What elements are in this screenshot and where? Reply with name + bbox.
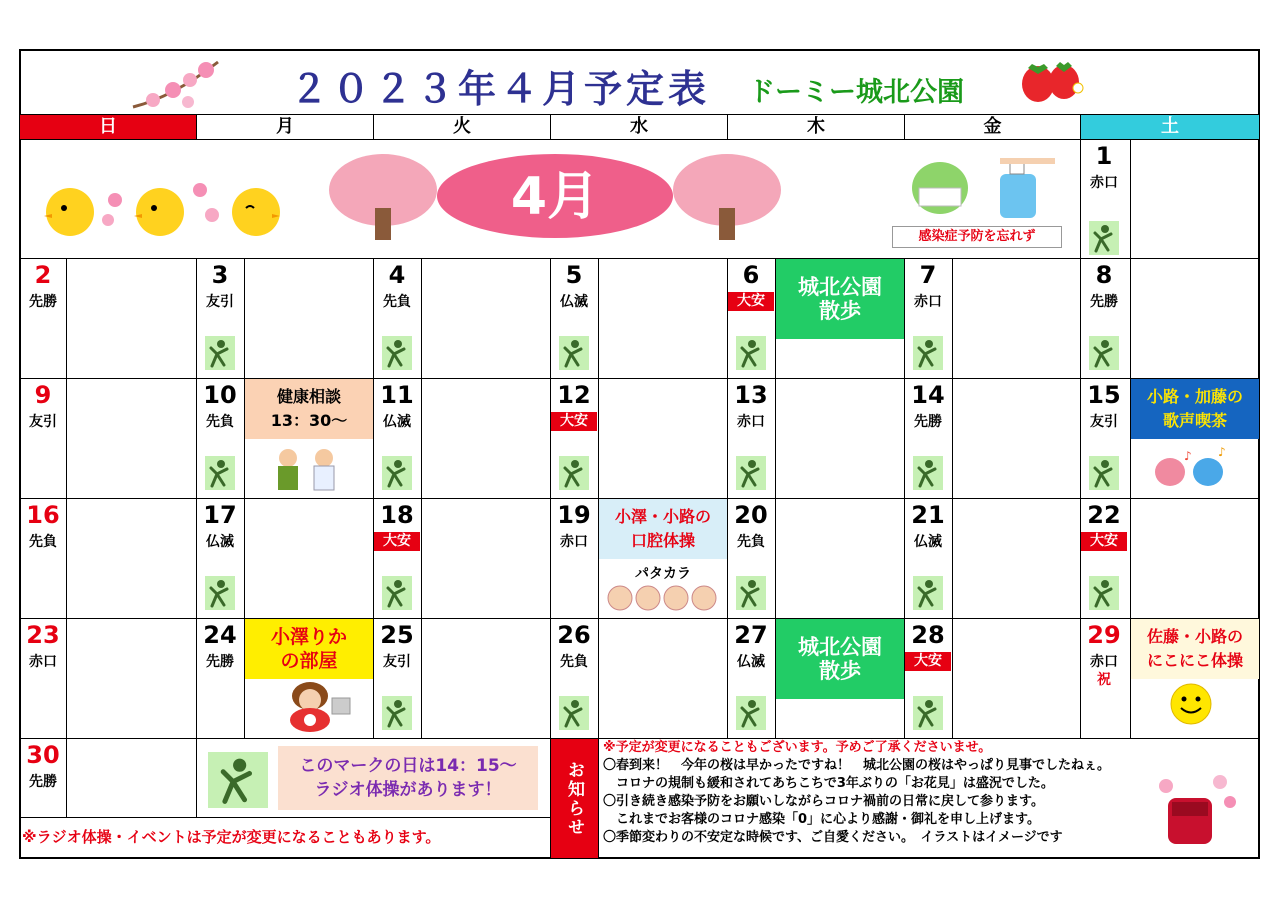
rokuyo-label: 赤口 [737,414,765,430]
grid-line [66,258,67,738]
rokuyo-label: 大安 [551,412,597,431]
day-number: 10 [203,381,237,409]
rokuyo-label: 仏滅 [206,534,234,550]
grid-line [196,738,197,817]
rokuyo-label: 先負 [383,294,411,310]
rokuyo-label: 大安 [905,652,951,671]
day-cell [20,502,66,550]
rokuyo-label: 先勝 [914,414,942,430]
radio-exercise-icon [913,336,943,370]
notice-line: 〇季節変わりの不安定な時候です、ご自愛ください。 イラストはイメージです [603,830,1063,845]
radio-exercise-icon [1089,576,1119,610]
grid-line [66,738,67,817]
day-cell [1081,622,1127,688]
day-number: 14 [911,381,945,409]
niko-exercise-event: 佐藤・小路の にこにこ体操 [1131,619,1259,679]
day-number: 22 [1087,501,1121,529]
day-cell [374,622,420,670]
rokuyo-label: 友引 [206,294,234,310]
day-cell [197,262,243,310]
day-number: 20 [734,501,768,529]
rokuyo-label: 先勝 [1090,294,1118,310]
holiday-mark: 祝 [1097,672,1111,688]
smiley-icon [1168,682,1214,726]
day-number: 8 [1095,261,1113,289]
page-title: ２０２３年４月予定表 [290,67,711,111]
day-number: 23 [26,621,60,649]
rokuyo-label: 大安 [728,292,774,311]
facility-name: ドーミー城北公園 [748,77,964,108]
notice-line: ※予定が変更になることもございます。予めご了承くださいませ。 [603,740,992,755]
karaoke-cafe-event: 小路・加藤の 歌声喫茶 [1131,379,1259,439]
day-cell [551,502,597,550]
grid-line [598,738,599,858]
radio-exercise-note: このマークの日は14：15～ ラジオ体操があります！ [278,746,538,810]
health-consult-event: 健康相談 13：30～ [245,379,373,439]
grid-line [19,258,1260,259]
grid-line [421,258,422,738]
day-number: 18 [380,501,414,529]
day-cell [20,382,66,430]
day-cell [1081,382,1127,430]
radio-exercise-icon [913,696,943,730]
radio-exercise-icon [1089,221,1119,255]
day-number: 26 [557,621,591,649]
notice-line: コロナの規制も緩和されてあちこちで3年ぶりの「お花見」は盛況でした。 [603,776,1054,791]
day-cell [374,382,420,430]
rokuyo-label: 赤口 [29,654,57,670]
weekday-friday: 金 [905,115,1081,139]
rokuyo-label: 赤口 [914,294,942,310]
day-cell [551,622,597,670]
radio-exercise-icon [382,696,412,730]
radio-exercise-icon [559,696,589,730]
grid-line [19,378,1260,379]
rokuyo-label: 友引 [29,414,57,430]
park-walk-event: 城北公園 散歩 [776,259,904,339]
rokuyo-label: 友引 [1090,414,1118,430]
weekday-sunday: 日 [20,115,197,139]
day-cell [728,382,774,430]
grid-line [598,258,599,738]
day-cell [197,622,243,670]
mascot-character-icon [276,680,356,732]
day-number: 9 [34,381,52,409]
notice-line: これまでお客様のコロナ感染「0」に心より感謝・御礼を申し上げます。 [603,812,1041,827]
day-cell [905,382,951,430]
day-number: 27 [734,621,768,649]
radio-exercise-icon [913,576,943,610]
rokuyo-label: 大安 [374,532,420,551]
day-number: 19 [557,501,591,529]
weekday-monday: 月 [197,115,374,139]
grid-line [952,258,953,738]
change-note: ※ラジオ体操・イベントは予定が変更になることもあります。 [22,828,441,846]
day-number: 7 [919,261,937,289]
day-number: 6 [742,261,760,289]
school-bag-icon [1150,772,1240,848]
singing-birds-icon [1148,446,1232,492]
rokuyo-label: 仏滅 [914,534,942,550]
day-number: 11 [380,381,414,409]
rokuyo-label: 仏滅 [737,654,765,670]
doctor-consultation-icon [272,446,342,494]
day-number: 1 [1095,142,1113,170]
radio-exercise-icon [736,336,766,370]
chick-icon [40,180,290,242]
svg-text:♪: ♪ [1184,449,1192,463]
notice-label: お知らせ [551,739,598,858]
day-cell [551,382,597,431]
radio-exercise-icon [736,456,766,490]
rokuyo-label: 友引 [383,654,411,670]
radio-exercise-icon [382,576,412,610]
day-number: 24 [203,621,237,649]
grid-line [19,817,550,818]
day-number: 25 [380,621,414,649]
rokuyo-label: 赤口 [560,534,588,550]
day-number: 17 [203,501,237,529]
park-walk-event: 城北公園 散歩 [776,619,904,699]
strawberry-icon [1016,58,1088,104]
radio-exercise-icon [913,456,943,490]
rokuyo-label: 先勝 [29,774,57,790]
radio-exercise-icon [1089,456,1119,490]
day-cell [905,262,951,310]
rokuyo-label: 先負 [206,414,234,430]
notice-line: 〇春到来！ 今年の桜は早かったですね！ 城北公園の桜はやっぱり見事でしたねぇ。 [603,758,1111,773]
rokuyo-label: 先負 [560,654,588,670]
radio-exercise-icon [559,456,589,490]
day-number: 16 [26,501,60,529]
radio-exercise-icon [382,456,412,490]
notice-body [603,739,1163,847]
day-cell [20,622,66,670]
day-cell [1081,502,1127,551]
day-number: 30 [26,741,60,769]
radio-exercise-icon [736,576,766,610]
day-cell [905,622,951,671]
day-number: 29 [1087,621,1121,649]
oral-exercise-event: 小澤・小路の 口腔体操 [599,499,727,559]
grid-line [19,139,1260,140]
weekday-tuesday: 火 [374,115,551,139]
weekday-saturday: 土 [1081,115,1259,139]
rokuyo-label: 大安 [1081,532,1127,551]
pataka-faces-icon [606,582,720,614]
weekday-thursday: 木 [728,115,905,139]
radio-exercise-icon [208,752,268,808]
rokuyo-label: 先勝 [206,654,234,670]
day-number: 21 [911,501,945,529]
rokuyo-label: 仏滅 [560,294,588,310]
weekday-wednesday: 水 [551,115,728,139]
infection-note: 感染症予防を忘れず [892,226,1062,248]
day-cell [905,502,951,550]
day-cell [20,262,66,310]
notice-line: 〇引き続き感染予防をお願いしながらコロナ禍前の日常に戻して参ります。 [603,794,1044,809]
radio-exercise-icon [205,336,235,370]
day-number: 28 [911,621,945,649]
radio-exercise-icon [205,456,235,490]
rokuyo-label: 赤口 [1090,175,1118,191]
hand-sanitizer-icon [905,152,1060,222]
month-banner: 4月 [510,167,600,227]
radio-exercise-icon [205,576,235,610]
grid-line [19,114,1260,115]
day-number: 5 [565,261,583,289]
day-cell [197,502,243,550]
day-cell [728,262,774,311]
day-cell [20,742,66,790]
day-cell [728,622,774,670]
pataka-label: パタカラ [635,566,691,582]
day-cell [197,382,243,430]
day-number: 13 [734,381,768,409]
day-cell [728,502,774,550]
day-cell [374,262,420,310]
day-number: 3 [211,261,229,289]
cherry-blossom-branch-icon [128,52,223,114]
day-number: 12 [557,381,591,409]
rokuyo-label: 先負 [29,534,57,550]
day-number: 15 [1087,381,1121,409]
radio-exercise-icon [736,696,766,730]
radio-exercise-icon [1089,336,1119,370]
grid-line [19,618,1260,619]
rokuyo-label: 赤口 [1090,654,1118,670]
radio-exercise-icon [559,336,589,370]
radio-exercise-icon [382,336,412,370]
day-cell [1081,143,1127,191]
day-cell [551,262,597,310]
rokuyo-label: 先負 [737,534,765,550]
rika-room-event: 小澤りか の部屋 [245,619,373,679]
day-cell [374,502,420,551]
day-number: 2 [34,261,52,289]
day-cell [1081,262,1127,310]
rokuyo-label: 先勝 [29,294,57,310]
rokuyo-label: 仏滅 [383,414,411,430]
svg-text:♪: ♪ [1218,446,1226,459]
day-number: 4 [388,261,406,289]
